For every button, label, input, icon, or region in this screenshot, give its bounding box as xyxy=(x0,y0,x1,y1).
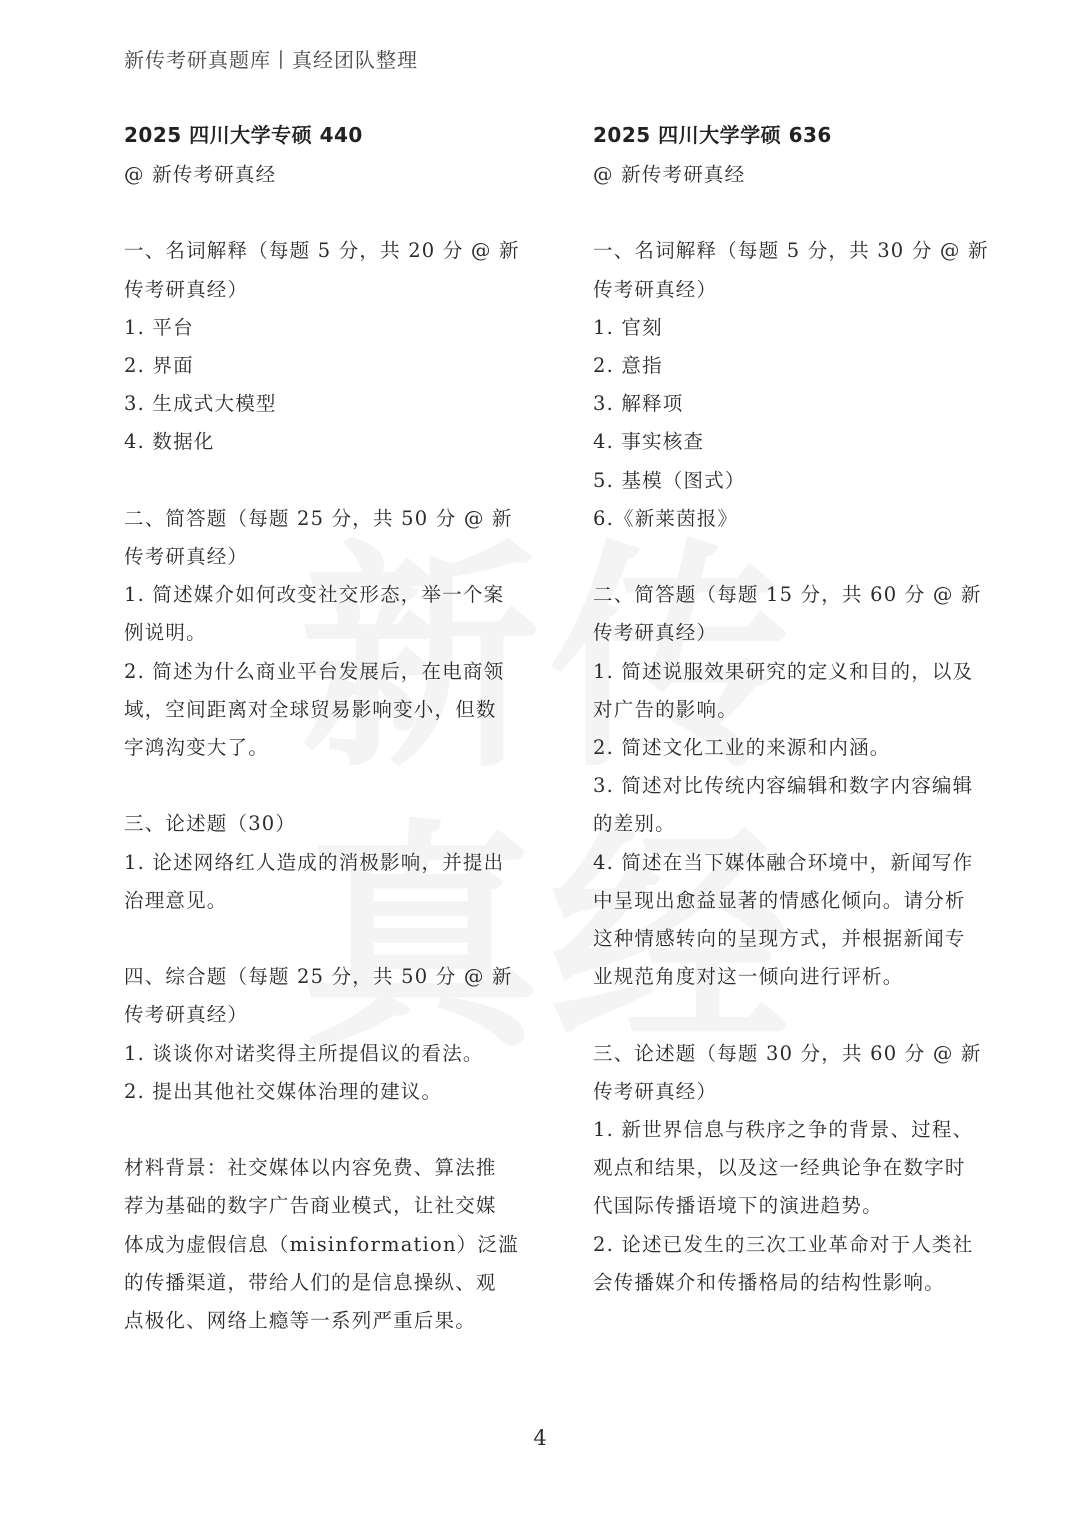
question-item: 4. 事实核查 xyxy=(593,430,705,454)
question-item: 对广告的影响。 xyxy=(593,697,738,721)
question-item: 中呈现出愈益显著的情感化倾向。请分析 xyxy=(593,888,966,912)
material-line: 体成为虚假信息（misinformation）泛滥 xyxy=(124,1232,519,1256)
section-heading: 一、名词解释（每题 5 分，共 20 分 @ 新 xyxy=(124,239,520,263)
question-item: 的差别。 xyxy=(593,812,676,836)
page-header: 新传考研真题库丨真经团队整理 xyxy=(124,48,418,72)
question-item: 2. 简述文化工业的来源和内涵。 xyxy=(593,736,891,760)
question-item: 3. 解释项 xyxy=(593,392,684,416)
section-heading: 二、简答题（每题 15 分，共 60 分 @ 新 xyxy=(593,583,982,607)
question-item: 6.《新莱茵报》 xyxy=(593,506,739,530)
question-item: 例说明。 xyxy=(124,621,207,645)
question-item: 1. 平台 xyxy=(124,315,194,339)
question-item: 4. 简述在当下媒体融合环境中，新闻写作 xyxy=(593,850,974,874)
section-short-answer xyxy=(593,576,993,996)
question-item: 2. 论述已发生的三次工业革命对于人类社 xyxy=(593,1232,974,1256)
section-short-answer xyxy=(124,500,524,767)
section-terms xyxy=(124,232,524,461)
section-heading-cont: 传考研真经） xyxy=(593,1079,718,1103)
section-heading-cont: 传考研真经） xyxy=(593,621,718,645)
section-heading-cont: 传考研真经） xyxy=(124,545,249,568)
material-line: 材料背景：社交媒体以内容免费、算法推 xyxy=(124,1156,497,1180)
section-heading-cont: 传考研真经） xyxy=(124,277,249,301)
section-essay xyxy=(124,805,524,920)
question-item: 2. 提出其他社交媒体治理的建议。 xyxy=(124,1079,443,1103)
question-item: 1. 简述媒介如何改变社交形态，举一个案 xyxy=(124,583,505,607)
author-line: @ 新传考研真经 xyxy=(124,163,277,186)
exam-title: 2025 四川大学学硕 636 xyxy=(593,123,832,147)
page-number: 4 xyxy=(533,1426,547,1450)
question-item: 3. 生成式大模型 xyxy=(124,392,277,416)
right-column xyxy=(593,118,993,1302)
question-item: 这种情感转向的呈现方式，并根据新闻专 xyxy=(593,927,966,951)
question-item: 会传播媒介和传播格局的结构性影响。 xyxy=(593,1270,945,1294)
section-essay xyxy=(593,1035,993,1302)
question-item: 字鸿沟变大了。 xyxy=(124,736,269,760)
question-item: 5. 基模（图式） xyxy=(593,468,746,492)
section-heading: 三、论述题（每题 30 分，共 60 分 @ 新 xyxy=(593,1041,982,1065)
section-heading: 二、简答题（每题 25 分，共 50 分 @ 新 xyxy=(124,506,513,530)
question-item: 治理意见。 xyxy=(124,888,228,912)
section-heading: 四、综合题（每题 25 分，共 50 分 @ 新 xyxy=(124,965,513,989)
section-heading: 三、论述题（30） xyxy=(124,812,297,836)
material-line: 点极化、网络上瘾等一系列严重后果。 xyxy=(124,1309,476,1333)
question-item: 2. 意指 xyxy=(593,354,663,377)
material-background xyxy=(124,1149,524,1340)
section-comprehensive xyxy=(124,958,524,1111)
question-item: 观点和结果，以及这一经典论争在数字时 xyxy=(593,1156,966,1180)
author-line: @ 新传考研真经 xyxy=(593,163,746,186)
question-item: 1. 论述网络红人造成的消极影响，并提出 xyxy=(124,850,505,874)
question-item: 4. 数据化 xyxy=(124,430,215,454)
section-heading: 一、名词解释（每题 5 分，共 30 分 @ 新 xyxy=(593,239,989,263)
question-item: 域，空间距离对全球贸易影响变小，但数 xyxy=(124,697,497,721)
exam-title: 2025 四川大学专硕 440 xyxy=(124,123,363,147)
question-item: 1. 简述说服效果研究的定义和目的，以及 xyxy=(593,659,974,683)
left-column xyxy=(124,118,524,1340)
question-item: 2. 界面 xyxy=(124,354,194,377)
section-heading-cont: 传考研真经） xyxy=(124,1003,249,1027)
question-item: 1. 新世界信息与秩序之争的背景、过程、 xyxy=(593,1118,974,1142)
question-item: 1. 谈谈你对诺奖得主所提倡议的看法。 xyxy=(124,1041,484,1065)
question-item: 2. 简述为什么商业平台发展后，在电商领 xyxy=(124,659,505,683)
material-line: 荐为基础的数字广告商业模式，让社交媒 xyxy=(124,1194,497,1218)
question-item: 业规范角度对这一倾向进行评析。 xyxy=(593,965,904,989)
question-item: 代国际传播语境下的演进趋势。 xyxy=(593,1194,883,1218)
section-heading-cont: 传考研真经） xyxy=(593,277,718,301)
section-terms xyxy=(593,232,993,538)
question-item: 3. 简述对比传统内容编辑和数字内容编辑 xyxy=(593,774,974,798)
material-line: 的传播渠道，带给人们的是信息操纵、观 xyxy=(124,1270,497,1294)
question-item: 1. 官刻 xyxy=(593,315,663,339)
